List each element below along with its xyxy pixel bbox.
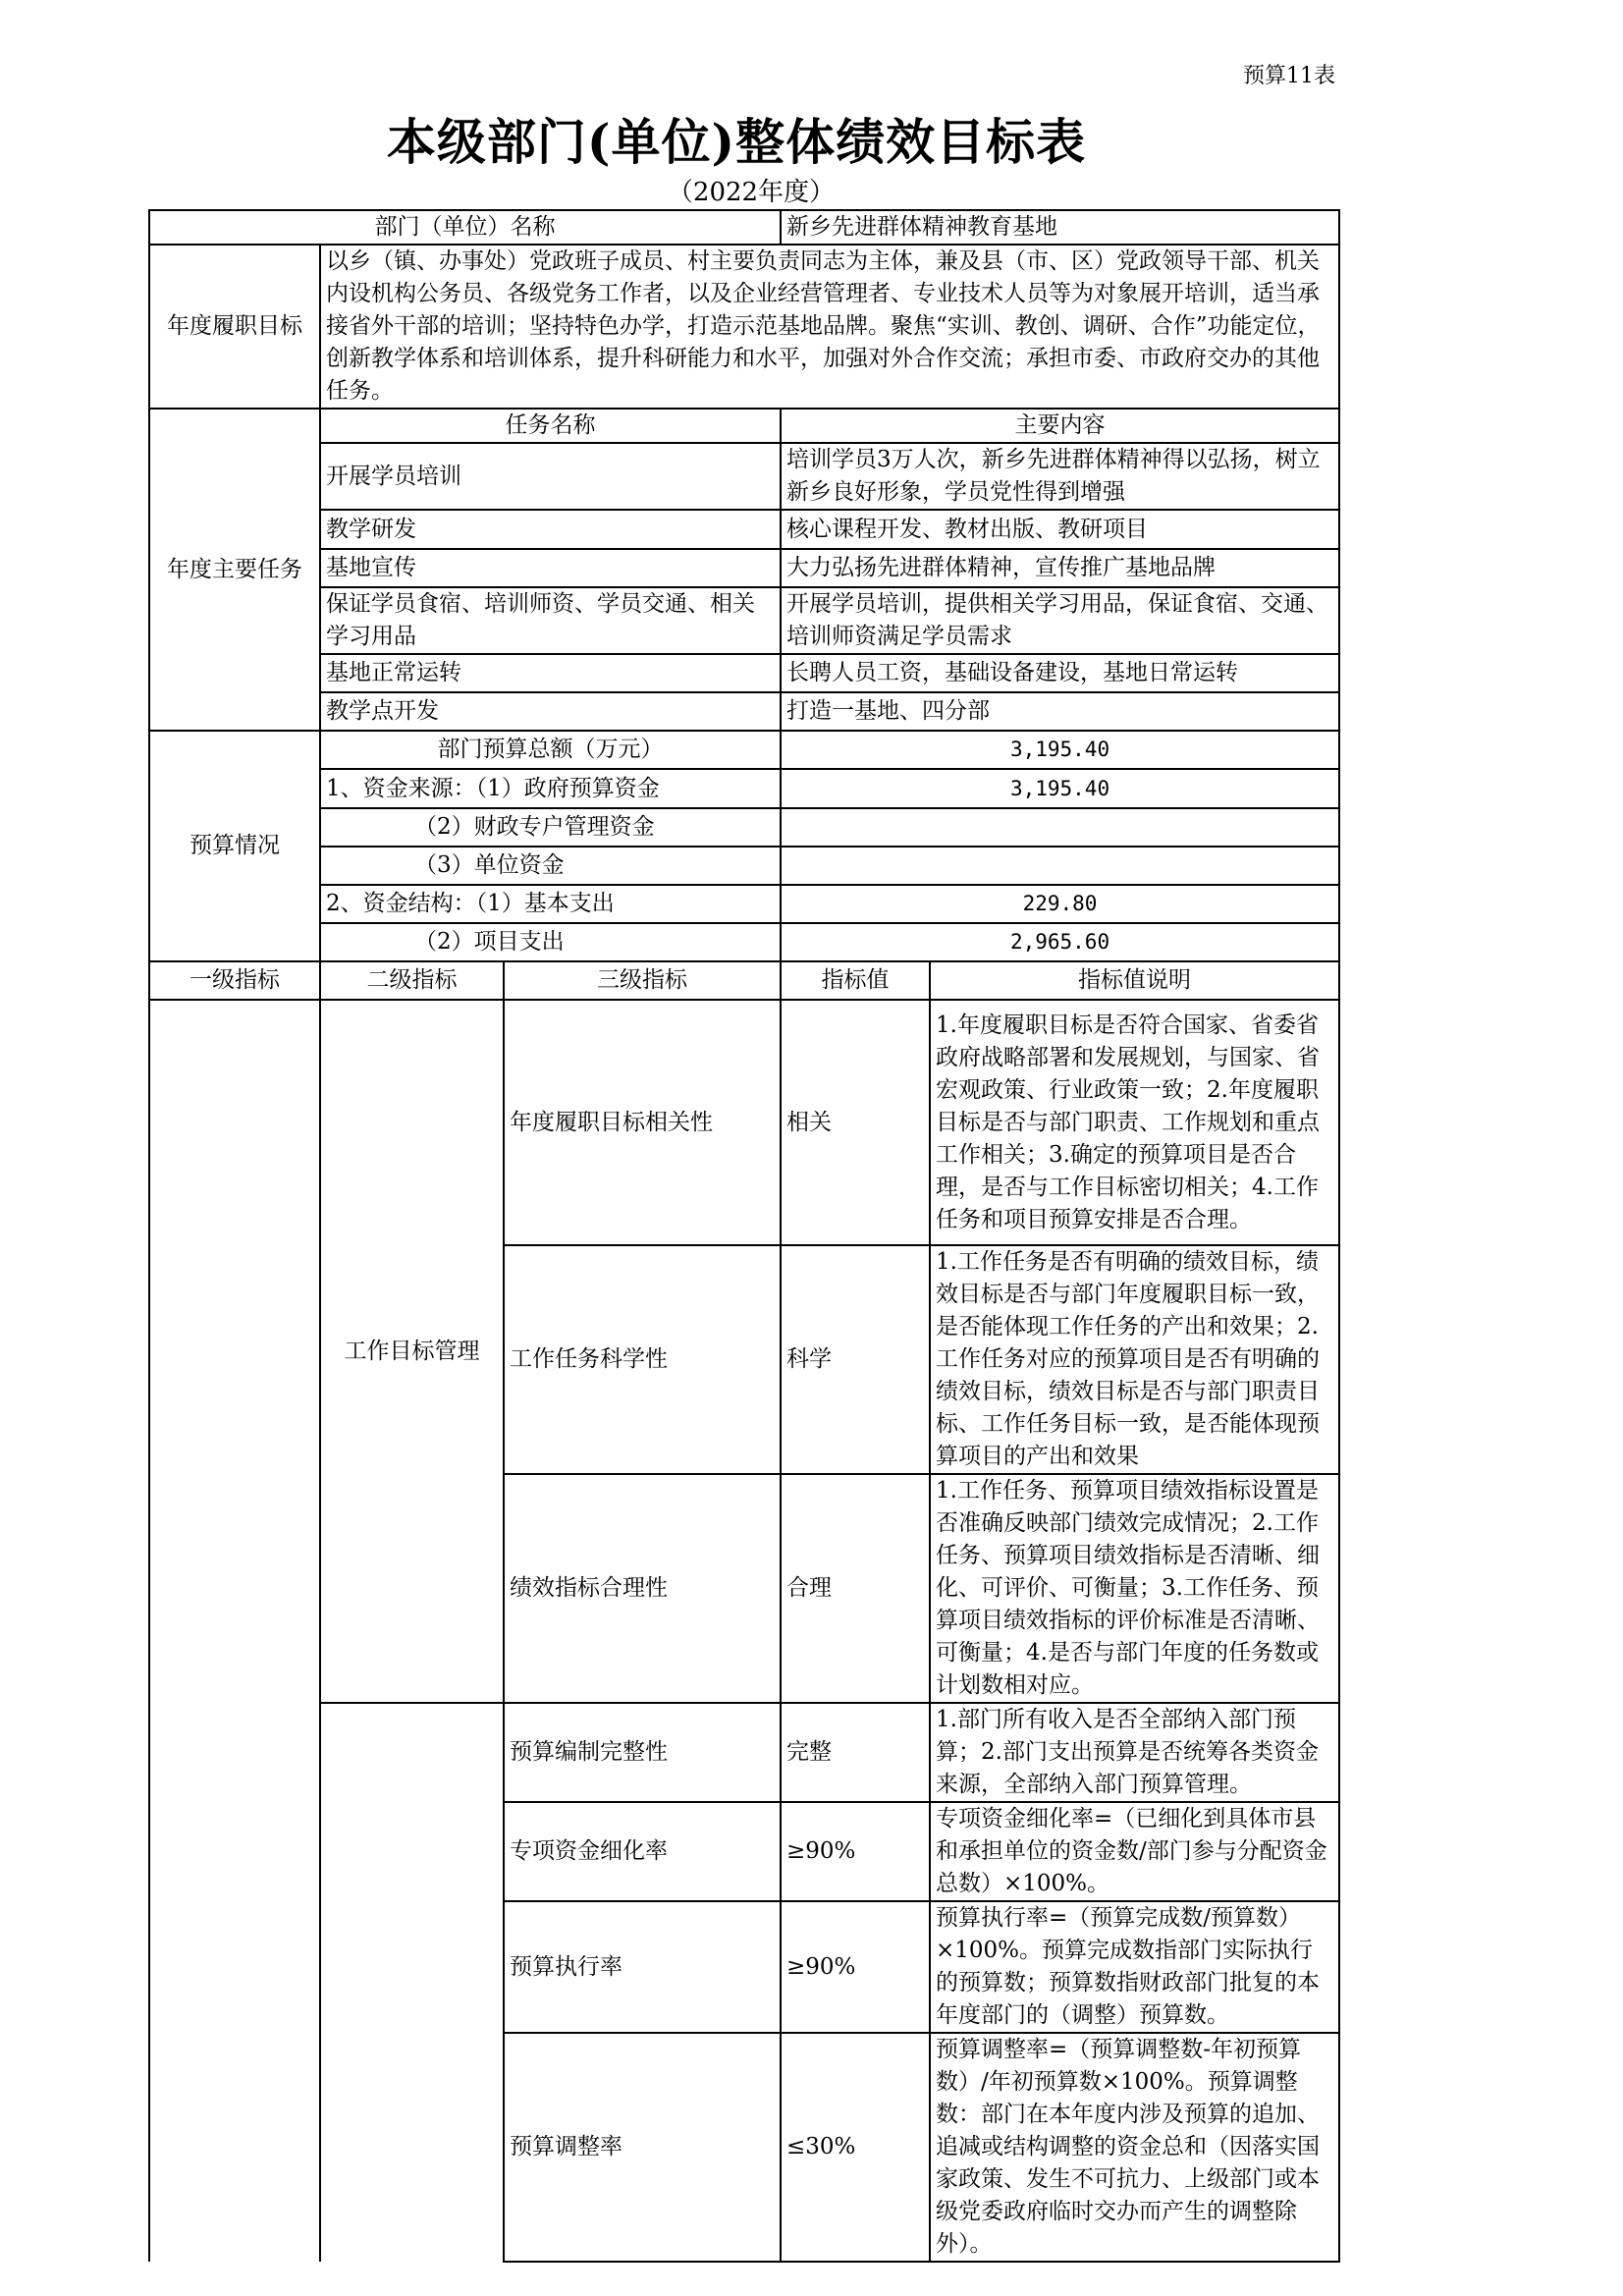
performance-target-table — [148, 209, 1340, 2263]
page-title: 本级部门(单位)整体绩效目标表 — [386, 113, 1087, 171]
indicator-value-header: 指标值 — [781, 961, 930, 1000]
level3-header: 三级指标 — [504, 961, 781, 1000]
task-content: 核心课程开发、教材出版、教研项目 — [781, 510, 1339, 549]
budget-item: 1、资金来源：（1）政府预算资金 — [320, 769, 781, 808]
indicator-desc: 专项资金细化率=（已细化到具体市县和承担单位的资金数/部门参与分配资金总数）×100%。 — [930, 1802, 1339, 1901]
task-content: 打造一基地、四分部 — [781, 692, 1339, 731]
task-content: 培训学员3万人次，新乡先进群体精神得以弘扬，树立新乡良好形象，学员党性得到增强 — [781, 443, 1339, 510]
indicator-desc: 预算调整率=（预算调整数-年初预算数）/年初预算数×100%。预算调整数：部门在本年度内涉及预算的追加、追减或结构调整的资金总和（因落实国家政策、发生不可抗力、上级部门或本级党委政府临时交办而产生的调整除外）。 — [930, 2033, 1339, 2262]
level1-header: 一级指标 — [149, 961, 320, 1000]
budget-amount — [781, 847, 1339, 885]
indicator-value: 相关 — [781, 1000, 930, 1245]
budget-item: 2、资金结构：（1）基本支出 — [320, 885, 781, 923]
task-name-header: 任务名称 — [320, 409, 781, 443]
level3-indicator: 工作任务科学性 — [504, 1245, 781, 1474]
budget-amount — [781, 808, 1339, 847]
level3-indicator: 绩效指标合理性 — [504, 1474, 781, 1703]
level3-indicator: 年度履职目标相关性 — [504, 1000, 781, 1245]
annual-goal-label: 年度履职目标 — [149, 245, 320, 409]
indicator-value: ≥90% — [781, 1802, 930, 1901]
budget-amount: 2,965.60 — [781, 923, 1339, 961]
dept-name-label: 部门（单位）名称 — [149, 210, 781, 245]
task-name: 开展学员培训 — [320, 443, 781, 510]
task-content: 大力弘扬先进群体精神，宣传推广基地品牌 — [781, 549, 1339, 587]
task-name: 教学研发 — [320, 510, 781, 549]
task-content: 开展学员培训，提供相关学习用品，保证食宿、交通、培训师资满足学员需求 — [781, 587, 1339, 654]
task-name: 基地正常运转 — [320, 654, 781, 692]
task-name: 基地宣传 — [320, 549, 781, 587]
budget-item: （2）财政专户管理资金 — [320, 808, 781, 847]
budget-amount: 229.80 — [781, 885, 1339, 923]
indicator-desc: 1.工作任务、预算项目绩效指标设置是否准确反映部门绩效完成情况；2.工作任务、预算项目绩效指标是否清晰、细化、可评价、可衡量；3.工作任务、预算项目绩效指标的评价标准是否清晰、可衡量；4.是否与部门年度的任务数或计划数相对应。 — [930, 1474, 1339, 1703]
level3-indicator: 预算执行率 — [504, 1901, 781, 2033]
form-number: 预算11表 — [1243, 64, 1335, 88]
budget-item: （2）项目支出 — [320, 923, 781, 961]
indicator-desc: 1.部门所有收入是否全部纳入部门预算；2.部门支出预算是否统筹各类资金来源，全部纳入部门预算管理。 — [930, 1703, 1339, 1802]
level3-indicator: 预算调整率 — [504, 2033, 781, 2262]
level3-indicator: 专项资金细化率 — [504, 1802, 781, 1901]
dept-name-value: 新乡先进群体精神教育基地 — [781, 210, 1339, 245]
indicator-value: ≥90% — [781, 1901, 930, 2033]
level1-cell — [149, 1000, 320, 2262]
level2-header: 二级指标 — [320, 961, 504, 1000]
indicator-desc-header: 指标值说明 — [930, 961, 1339, 1000]
task-name: 教学点开发 — [320, 692, 781, 731]
level2-work-goal-management: 工作目标管理 — [320, 1000, 504, 1703]
task-name: 保证学员食宿、培训师资、学员交通、相关学习用品 — [320, 587, 781, 654]
indicator-desc: 预算执行率=（预算完成数/预算数）×100%。预算完成数指部门实际执行的预算数；预算数指财政部门批复的本年度部门的（调整）预算数。 — [930, 1901, 1339, 2033]
budget-item: （3）单位资金 — [320, 847, 781, 885]
budget-amount: 3,195.40 — [781, 731, 1339, 769]
annual-tasks-label: 年度主要任务 — [149, 409, 320, 731]
indicator-value: ≤30% — [781, 2033, 930, 2262]
indicator-value: 完整 — [781, 1703, 930, 1802]
budget-item: 部门预算总额（万元） — [320, 731, 781, 769]
indicator-value: 合理 — [781, 1474, 930, 1703]
indicator-desc: 1.工作任务是否有明确的绩效目标，绩效目标是否与部门年度履职目标一致，是否能体现工作任务的产出和效果；2.工作任务对应的预算项目是否有明确的绩效目标，绩效目标是否与部门职责目标、工作任务目标一致，是否能体现预算项目的产出和效果 — [930, 1245, 1339, 1474]
level3-indicator: 预算编制完整性 — [504, 1703, 781, 1802]
indicator-value: 科学 — [781, 1245, 930, 1474]
level2-cell — [320, 1703, 504, 2262]
indicator-desc: 1.年度履职目标是否符合国家、省委省政府战略部署和发展规划，与国家、省宏观政策、行业政策一致；2.年度履职目标是否与部门职责、工作规划和重点工作相关；3.确定的预算项目是否合理，是否与工作目标密切相关；4.工作任务和项目预算安排是否合理。 — [930, 1000, 1339, 1245]
fiscal-year: （2022年度） — [667, 178, 836, 207]
budget-amount: 3,195.40 — [781, 769, 1339, 808]
task-content-header: 主要内容 — [781, 409, 1339, 443]
task-content: 长聘人员工资，基础设备建设，基地日常运转 — [781, 654, 1339, 692]
budget-label: 预算情况 — [149, 731, 320, 961]
annual-goal-text: 以乡（镇、办事处）党政班子成员、村主要负责同志为主体，兼及县（市、区）党政领导干部、机关内设机构公务员、各级党务工作者，以及企业经营管理者、专业技术人员等为对象展开培训，适当承接省外干部的培训；坚持特色办学，打造示范基地品牌。聚焦“实训、教创、调研、合作”功能定位，创新教学体系和培训体系，提升科研能力和水平，加强对外合作交流；承担市委、市政府交办的其他任务。 — [320, 245, 1339, 409]
